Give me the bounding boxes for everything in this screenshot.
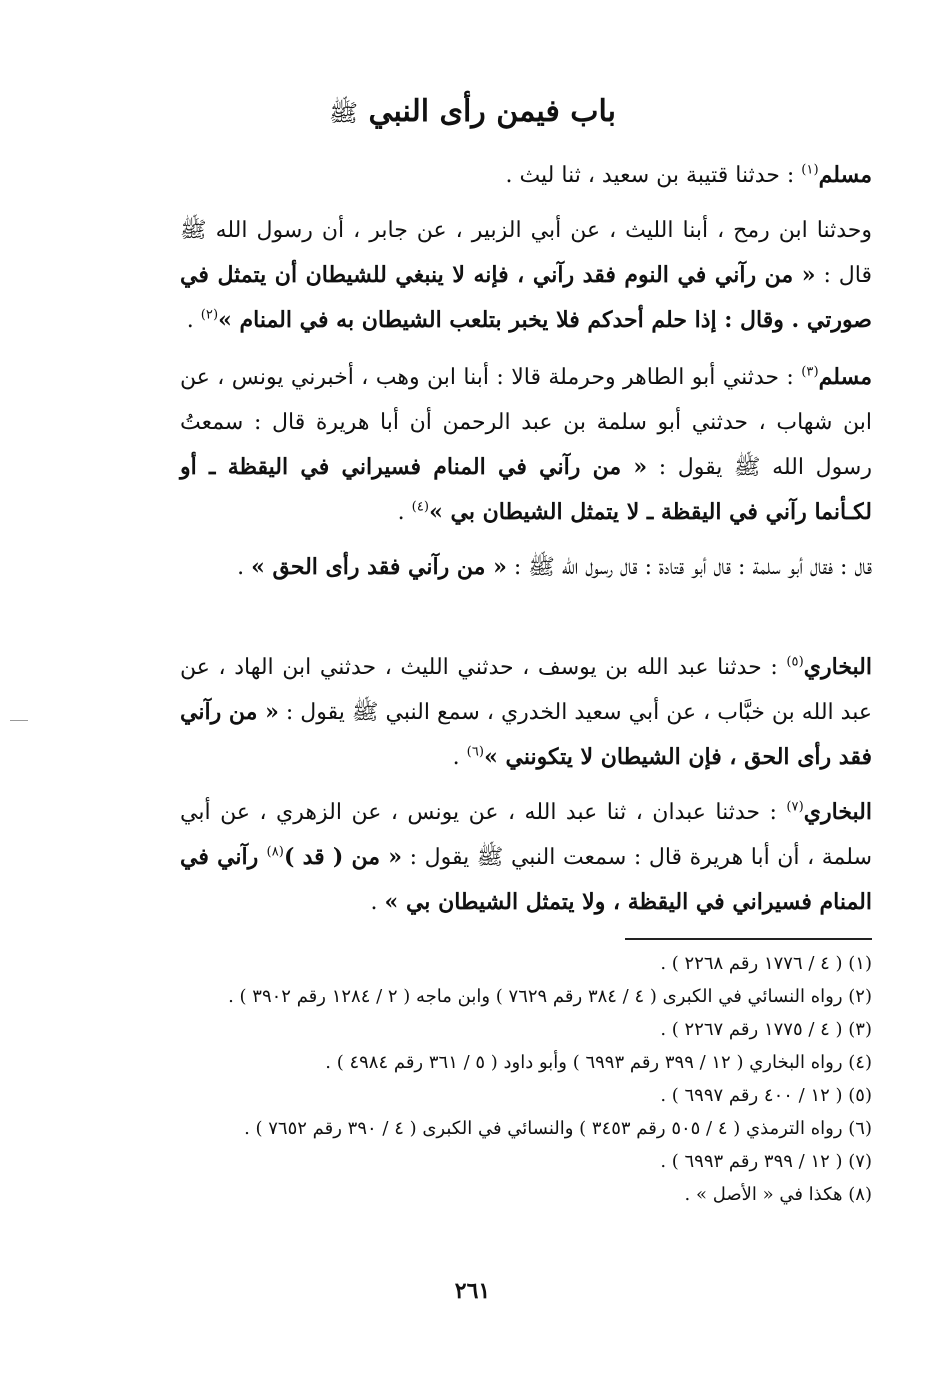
footnote-ref-2[interactable]: (٢) xyxy=(200,307,219,323)
paragraph-6: البخاري$^{(٧)}$ : حدثنا عبدان ، ثنا عبد الله ، عن يونس ، عن الزهري ، عن أبي سلمة ، أن أبا هريرة قال : سمعت النبي ﷺ يقول : « من ( قد )$^{(٨)}$ رآني في المنام فسيراني في اليقظة ، ولا يتمثل الشيطان بي » . xyxy=(180,799,872,915)
source-name: مسلم xyxy=(818,162,872,188)
footnote-1: (١) ( ٤ / ١٧٧٦ رقم ٢٢٦٨ ) . xyxy=(660,953,872,974)
footnote-divider xyxy=(625,938,872,940)
paragraph-1: مسلم$^{(١)}$ : حدثنا قتيبة بن سعيد ، ثنا ليث . xyxy=(505,162,872,188)
paragraph-5: البخاري$^{(٥)}$ : حدثنا عبد الله بن يوسف ، حدثني الليث ، حدثني ابن الهاد ، عن عبد الله بن خبَّاب ، عن أبي سعيد الخدري ، سمع النبي ﷺ يقول : « من رآني فقد رأى الحق ، فإن الشيطان لا يتكونني »$^{(٦)}$ . xyxy=(180,654,872,770)
source-name: مسلم xyxy=(818,364,872,390)
paragraph-2: وحدثنا ابن رمح ، أبنا الليث ، عن أبي الزبير ، عن جابر ، أن رسول الله ﷺ قال : « من رآني في النوم فقد رآني ، فإنه لا ينبغي للشيطان أن يتمثل في صورتي . وقال : إذا حلم أحدكم فلا يخبر بتلعب الشيطان به في المنام »$^{(٢)}$ . xyxy=(180,218,872,333)
footnote-ref-7[interactable]: (٧) xyxy=(786,799,804,815)
paragraph-3: مسلم$^{(٣)}$ : حدثني أبو الطاهر وحرملة قالا : أبنا ابن وهب ، أخبرني يونس ، عن ابن شهاب ، حدثني أبو سلمة بن عبد الرحمن أن أبا هريرة قال : سمعتُ رسول الله ﷺ يقول : « من رآني في المنام فسيراني في اليقظة ـ أو لكـأنما رآني في اليقظة ـ لا يتمثل الشيطان بي »$^{(٤)}$ . xyxy=(180,364,872,525)
footnote-6: (٦) رواه الترمذي ( ٤ / ٥٠٥ رقم ٣٤٥٣ ) والنسائي في الكبرى ( ٤ / ٣٩٠ رقم ٧٦٥٢ ) . xyxy=(244,1118,872,1139)
footnote-ref-5[interactable]: (٥) xyxy=(786,654,804,670)
salutation-glyph: ﷺ xyxy=(180,218,207,243)
footnote-8: (٨) هكذا في « الأصل » . xyxy=(684,1184,872,1205)
margin-mark xyxy=(10,720,28,721)
footnote-2: (٢) رواه النسائي في الكبرى ( ٤ / ٣٨٤ رقم ٧٦٢٩ ) وابن ماجه ( ٢ / ١٢٨٤ رقم ٣٩٠٢ ) . xyxy=(228,986,872,1007)
source-name: البخاري xyxy=(803,799,872,825)
footnote-ref-1[interactable]: (١) xyxy=(801,162,819,178)
page-number: ٢٦١ xyxy=(454,1278,491,1304)
footnote-4: (٤) رواه البخاري ( ١٢ / ٣٩٩ رقم ٦٩٩٣ ) وأبو داود ( ٥ / ٣٦١ رقم ٤٩٨٤ ) . xyxy=(325,1052,872,1073)
source-name: البخاري xyxy=(803,654,872,680)
hadith-text: رآني في المنام فسيراني في اليقظة ، ولا يتمثل الشيطان بي » xyxy=(180,844,872,915)
salutation-glyph: ﷺ xyxy=(528,555,555,580)
hadith-text: « من رآني فقد رأى الحق ، فإن الشيطان لا يتكونني » xyxy=(180,699,872,770)
footnote-ref-3[interactable]: (٣) xyxy=(801,364,819,380)
footnote-ref-8[interactable]: (٨) xyxy=(266,844,284,860)
footnotes xyxy=(180,947,872,1211)
footnote-ref-4[interactable]: (٤) xyxy=(411,499,430,515)
salutation-glyph: ﷺ xyxy=(476,845,504,870)
hadith-text: « من رآني فقد رأى الحق » xyxy=(251,554,507,580)
salutation-glyph: ﷺ xyxy=(329,99,358,127)
hadith-text: « من رآني في المنام فسيراني في اليقظة ـ أو لكـأنما رآني في اليقظة ـ لا يتمثل الشيطان بي » xyxy=(180,454,872,525)
paragraph-4: قال : فقال أبو سلمة : قال أبو قتادة : قال رسول الله ﷺ : « من رآني فقد رأى الحق » . xyxy=(237,554,872,580)
salutation-glyph: ﷺ xyxy=(733,455,761,480)
chapter-title xyxy=(0,92,945,133)
chapter-title-text: باب فيمن رأى النبي xyxy=(368,94,616,129)
footnote-ref-6[interactable]: (٦) xyxy=(466,744,485,760)
footnote-3: (٣) ( ٤ / ١٧٧٥ رقم ٢٢٦٧ ) . xyxy=(660,1019,872,1040)
hadith-text: « من ( قد ) xyxy=(283,844,403,870)
salutation-glyph: ﷺ xyxy=(351,700,379,725)
footnote-7: (٧) ( ١٢ / ٣٩٩ رقم ٦٩٩٣ ) . xyxy=(660,1151,872,1172)
hadith-text: « من رآني في النوم فقد رآني ، فإنه لا ينبغي للشيطان أن يتمثل في صورتي . وقال : إذا حلم أحدكم فلا يخبر بتلعب الشيطان به في المنام » xyxy=(180,262,872,333)
footnote-5: (٥) ( ١٢ / ٤٠٠ رقم ٦٩٩٧ ) . xyxy=(660,1085,872,1106)
